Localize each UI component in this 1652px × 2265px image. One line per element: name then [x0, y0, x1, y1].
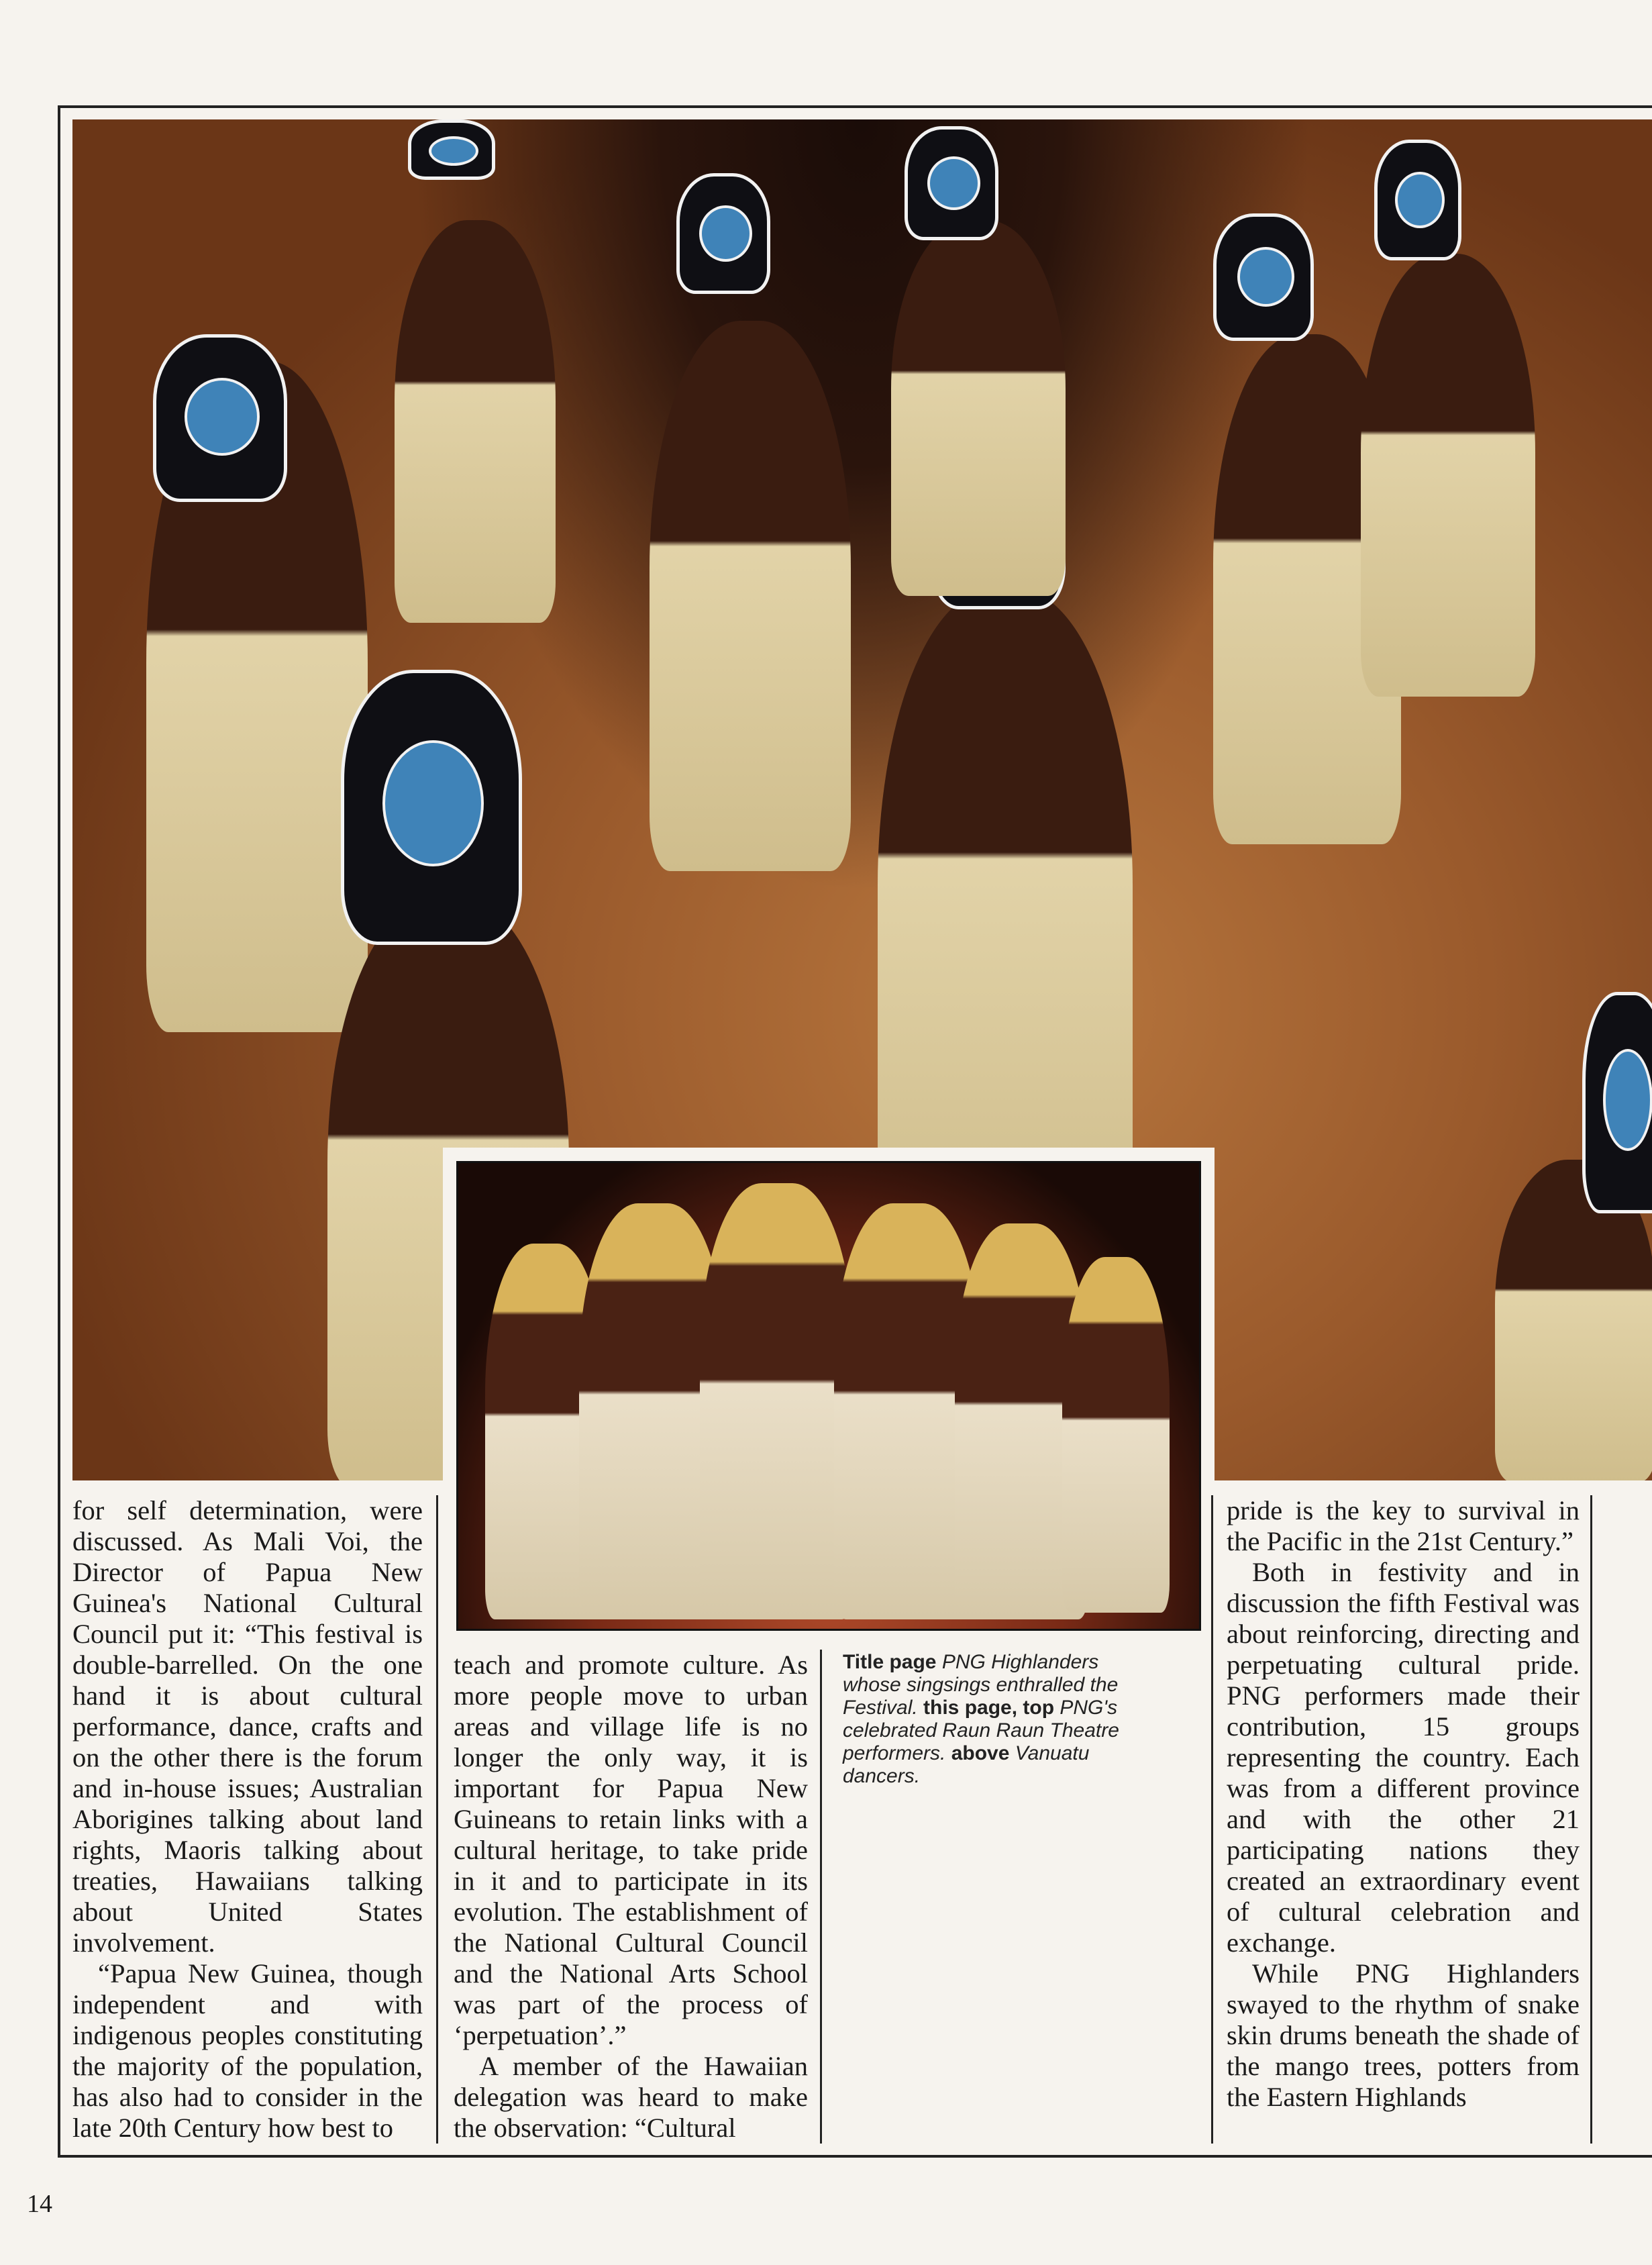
dancer-figure — [650, 321, 851, 871]
text-column-2 — [454, 1650, 808, 2144]
dancer-figure — [395, 220, 556, 623]
column-rule — [820, 1650, 822, 2144]
caption-label: Title page — [843, 1651, 937, 1673]
performer-figure — [1062, 1257, 1170, 1613]
caption-label: above — [951, 1742, 1010, 1764]
paragraph: “Papua New Guinea, though independent and with indigenous peoples constituting the majority of the population, has also had to consider in the late 20th Century how best to — [72, 1958, 423, 2143]
caption-label: this page, top — [923, 1697, 1055, 1719]
paragraph: While PNG Highlanders swayed to the rhythm of snake skin drums beneath the shade of the mango trees, potters from the Eastern Highlands — [1227, 1958, 1580, 2112]
mask-overlay — [676, 173, 770, 294]
paragraph: A member of the Hawaiian delegation was heard to make the observation: “Cultural — [454, 2051, 808, 2143]
mask-overlay — [905, 126, 998, 240]
paragraph: teach and promote culture. As more people move to urban areas and village life is no longer the only way, it is important for Papua New Guineans to retain links with a cultural heritage, to take pride in it and to participate in its evolution. The establishment of the National Cultural Council and the National Arts School was part of the process of ‘perpetuation’.” — [454, 1650, 808, 2050]
column-rule — [1211, 1495, 1213, 2144]
mask-overlay — [1582, 992, 1652, 1213]
caption-text: PNG Highlanders whose singsings enthralled the Festival. — [843, 1651, 1119, 1719]
dancer-figure — [891, 220, 1066, 596]
text-column-1 — [72, 1495, 423, 2144]
caption-text: PNG's celebrated Raun Raun Theatre performers. — [843, 1697, 1119, 1764]
paragraph: pride is the key to survival in the Pacific in the 21st Century.” — [1227, 1495, 1580, 1556]
paragraph: for self determination, were discussed. As Mali Voi, the Director of Papua New Guinea's National Cultural Council put it: “This festival is double-barrelled. On the one hand it is about cultural performance, dance, crafts and on the other there is the forum and in-house issues; Australian Aborigines talking about land rights, Maoris talking about treaties, Hawaiians talking about United States involvement. — [72, 1495, 423, 1958]
mask-overlay — [341, 670, 522, 945]
caption-text: Vanuatu dancers. — [843, 1742, 1090, 1787]
column-rule — [1590, 1495, 1592, 2144]
column-rule — [436, 1495, 438, 2144]
paragraph: Both in festivity and in discussion the fifth Festival was about reinforcing, directing and perpetuating cultural pride. PNG performers made their contribution, 15 groups representing the country. Each was from a different province and with the other 21 participating nations they created an extraordinary event of cultural celebration and exchange. — [1227, 1557, 1580, 1958]
mask-overlay — [153, 334, 287, 502]
mask-overlay — [1374, 140, 1461, 260]
text-column-4 — [1227, 1495, 1580, 2113]
inset-photo — [456, 1161, 1201, 1631]
mask-overlay — [408, 119, 495, 180]
dancer-figure — [1361, 254, 1535, 697]
page-number: 14 — [27, 2190, 52, 2218]
photo-caption — [843, 1651, 1158, 1788]
mask-overlay — [1213, 213, 1314, 341]
performer-figure — [700, 1183, 854, 1619]
inset-photo-frame — [443, 1148, 1215, 1644]
